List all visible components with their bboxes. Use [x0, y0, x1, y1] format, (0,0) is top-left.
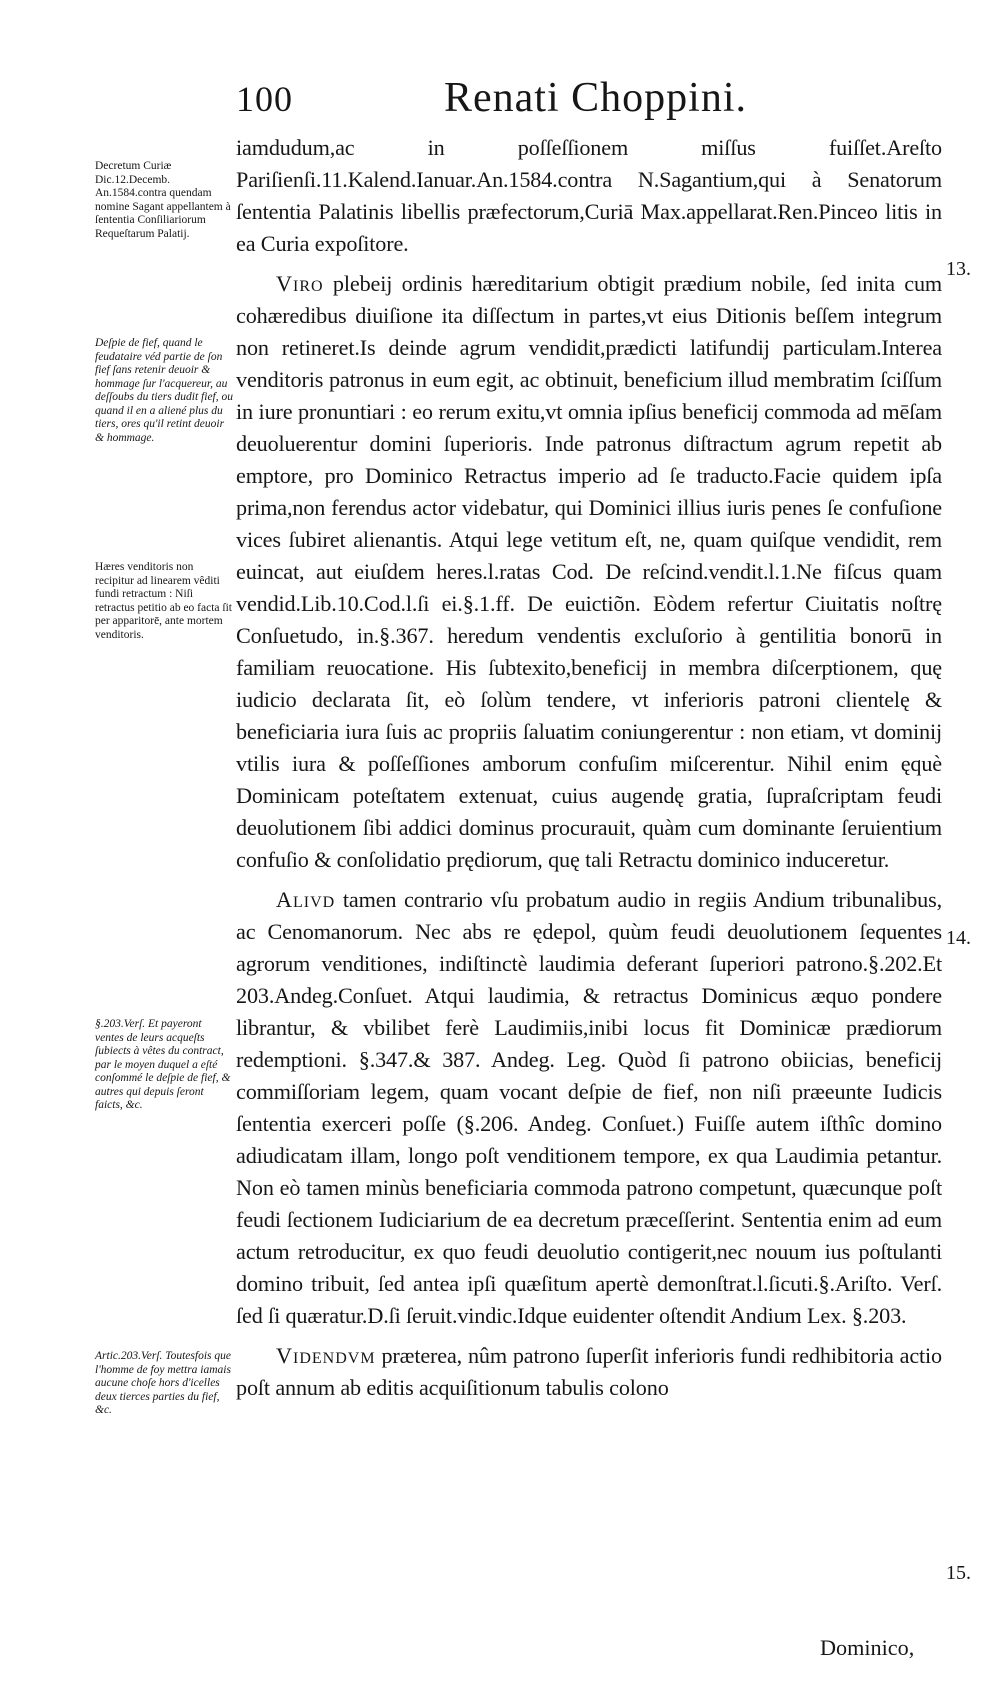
margin-note-despie-de-fief: Deſpie de fief, quand le feudataire véd partie de ſon fief ſans retenir deuoir & hommage ſur l'acquereur, au deſſoubs du tiers dudit fief, ou quand il en a aliené plus du tiers, ores qu'il retint deuoir & hommage. — [95, 337, 233, 444]
paragraph-text: tamen contrario vſu probatum audio in regiis Andium tribunalibus, ac Cenomanorum. Nec abs re ędepol, quùm feudi deuolutionem ſequentes agrorum venditiones, indiſtinctè laudimia deferant ſuperiori patrono.§.202.Et 203.Andeg.Conſuet. Atqui laudimia, & retractus Dominicus æquo pondere librantur, & vbilibet ferè Laudimiis,inibi locus fit Dominicæ prædiorum redemptioni. §.347.& 387. Andeg. Leg. Quòd ſi patrono obiicias, beneficij commiſſoriam legem, quam vocant deſpie de fief, non niſi præeunte Iudicis ſententia exerceri poſſe (§.206. Andeg. Conſuet.) Fuiſſe autem iſthîc domino adiudicatam illam, longo poſt venditionem tempore, ex qua Laudimia petantur. Non eò tamen minùs beneficiaria commoda patrono competunt, quæcunque poſt feudi ſectionem Iudiciarium de ea decretum præceſſerint. Sententia enim ad eum actum retroducitur, ex quo feudi deuolutio contigerit,nec nouum ius poſtulanti domino tribuit, ſed antea ipſi quæſitum apertè demonſtrat.l.ſicuti.§.Ariſto. Verſ. ſed ſi quæratur.D.ſi ſeruit.vindic.Idque euidenter oſtendit Andium Lex. §.203. — [236, 887, 942, 1328]
margin-note-artic-203: Artic.203.Verſ. Toutesfois que l'homme de foy mettra iamais aucune choſe hors d'icelles deux tierces parties du fief, &c. — [95, 1350, 231, 1416]
margin-note-decretum: Decretum Curiæ Dic.12.Decemb. An.1584.contra quendam nomine Sagant appellantem à ſententia Conſiliariorum Requeſtarum Palatij. — [95, 160, 231, 240]
section-number: 15. — [946, 1562, 971, 1584]
paragraph-lead: Viro — [276, 271, 324, 296]
paragraph — [236, 884, 942, 1332]
paragraph-lead: Alivd — [276, 887, 336, 912]
running-title: Renati Choppini. — [444, 75, 747, 121]
page-header — [236, 75, 936, 134]
paragraph — [236, 132, 942, 260]
catchword: Dominico, — [820, 1635, 915, 1660]
paragraph-text: plebeij ordinis hæreditarium obtigit prædium nobile, ſed inita cum cohæredibus diuiſione ita diſſectum in partes,vt eius Ditionis beſſem integrum non retineret.Is deinde agrum vendidit,prædicti latifundij particulam.Interea venditoris patronus in eum egit, ac obtinuit, beneficium illud membratim ſciſſum in iure pronuntiari : eo rerum exitu,vt omnia ipſius beneficij commoda ad mēſam deuoluerentur domini ſuperioris. Inde patronus diſtractum agrum repetit ab emptore, pro Dominico Retractus imperio ad ſe traducto.Facie quidem ipſa prima,non ferendus actor videbatur, qui Dominici illius iuris penes ſe confuſione vices ſubiret alienantis. Atqui lege vetitum eſt, ne, quam quiſque vendidit, rem euincat, aut eiuſdem heres.l.ratas Cod. De reſcind.vendit.l.1.Ne fiſcus quam vendid.Lib.10.Cod.l.ſi ei.§.1.ff. De euictiõn. Eòdem refertur Ciuitatis noſtrę Conſuetudo, in.§.367. heredum vendentis excluſorio à gentilitia bonorū in familiam reuocatione. His ſubtexito,beneficij in membra diſcerptionem, quę iudicio declarata ſit, eò ſolùm tendere, vt inferioris patroni clientelę & beneficiaria iura ſuis ac propriis ſaluatim coniungerentur : non etiam, vt dominij vtilis iura & poſſeſſiones amborum confuſim miſcerentur. Nihil enim ęquè Dominicam poteſtatem extenuat, cuius augendę gratia, ſupraſcriptam feudi deuolutionem ſibi addici dominus procurauit, quàm cum dominante ſeruientium confuſio & conſolidatio prędiorum, quę tali Retractu dominico induceretur. — [236, 271, 942, 872]
section-number: 14. — [946, 927, 971, 949]
main-text — [236, 132, 942, 1404]
margin-note-section-203: §.203.Verſ. Et payeront ventes de leurs acqueſts ſubiects à vêtes du contract, par le moyen duquel a eſté conſommé le deſpie de fief, & autres qui depuis ſeront faicts, &c. — [95, 1018, 231, 1111]
page-number: 100 — [236, 79, 293, 119]
paragraph-text: iamdudum,ac in poſſeſſionem miſſus fuiſſet.Areſto Pariſienſi.11.Kalend.Ianuar.An.1584.contra N.Sagantium,qui à Senatorum ſententia Palatinis libellis præfectorum,Curiā Max.appellarat.Ren.Pinceo litis in ea Curia expoſitore. — [236, 135, 942, 256]
paragraph-lead: Videndvm — [276, 1343, 376, 1368]
paragraph — [236, 1340, 942, 1404]
paragraph — [236, 268, 942, 876]
paragraph-text: præterea, nûm patrono ſuperſit inferioris fundi redhibitoria actio poſt annum ab editis acquiſitionum tabulis colono — [236, 1343, 942, 1400]
margin-note-haeres-venditoris: Hæres venditoris non recipitur ad linearem vêditi fundi retractum : Niſi retractus petitio ab eo facta ſit per apparitorē, ante mortem venditoris. — [95, 561, 232, 641]
section-number: 13. — [946, 258, 971, 280]
